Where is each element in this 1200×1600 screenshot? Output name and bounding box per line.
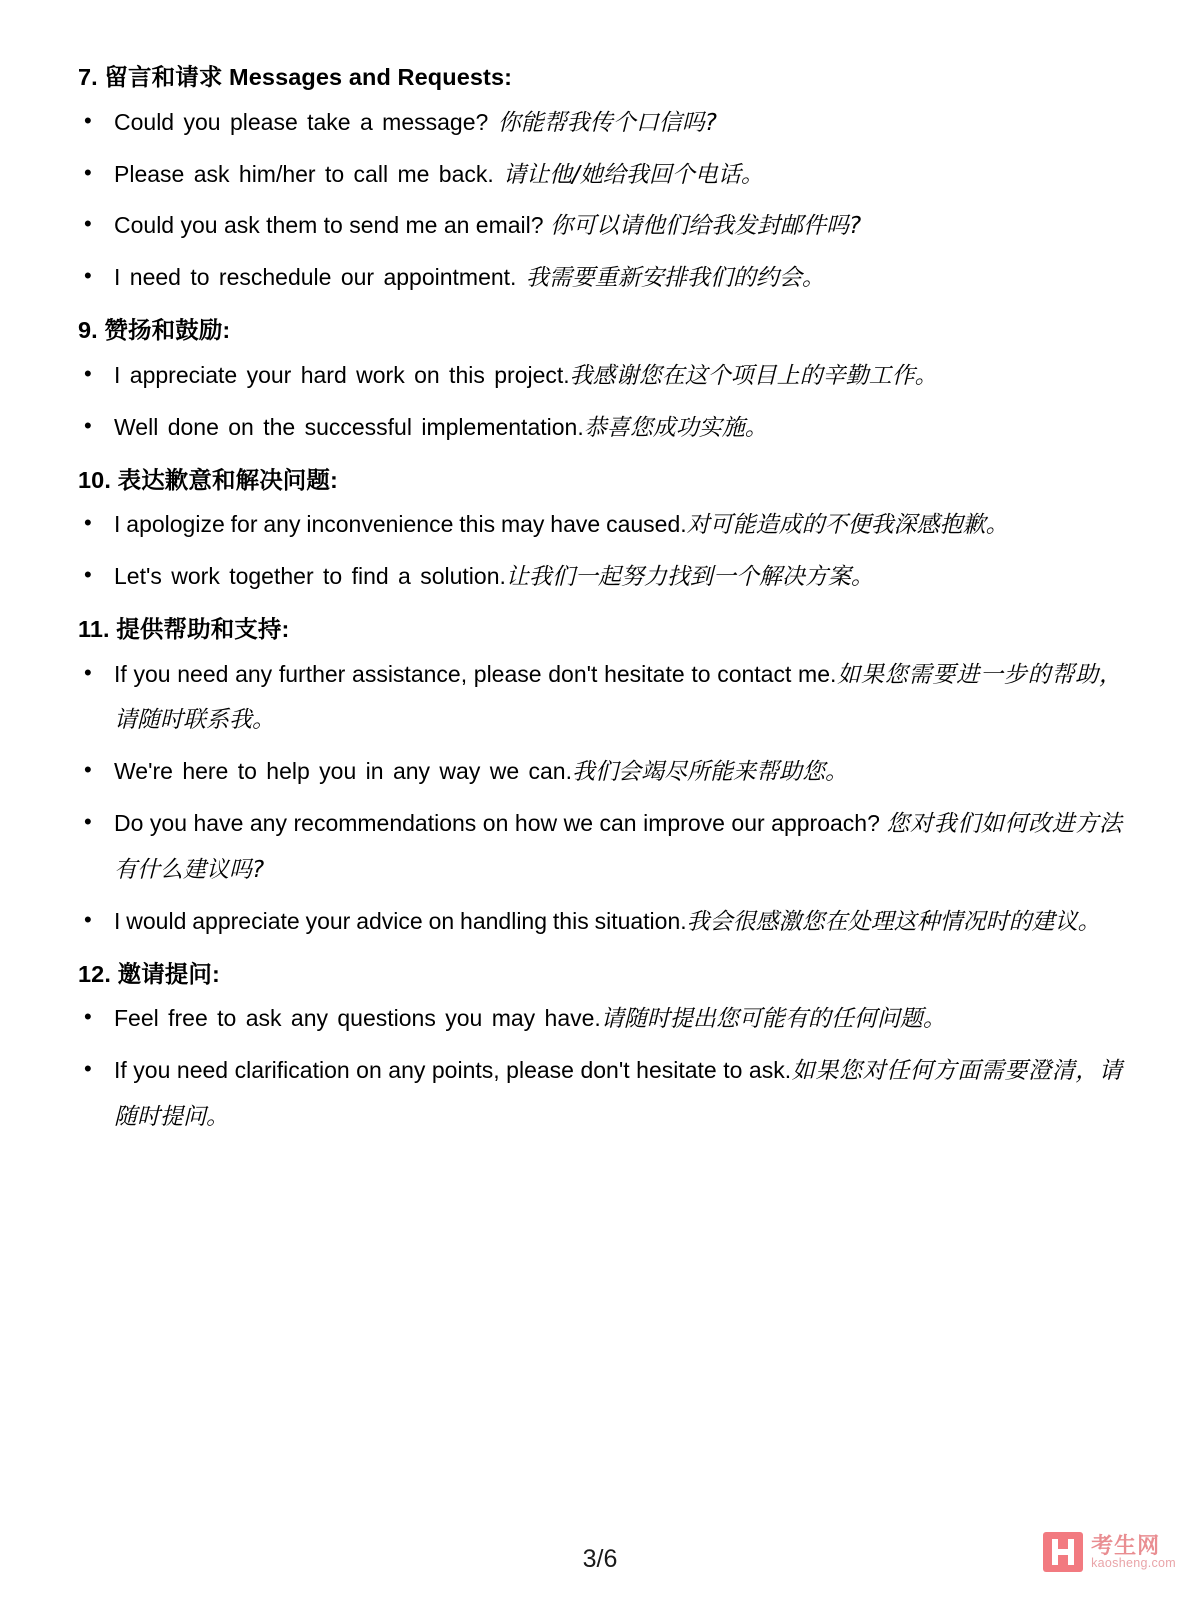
bullet-marker: • xyxy=(84,360,92,386)
list-item-chinese: 让我们一起努力找到一个解决方案。 xyxy=(505,564,874,591)
bullet-marker: • xyxy=(84,211,92,237)
list-item-text xyxy=(114,749,1122,795)
watermark-text xyxy=(1091,1534,1176,1570)
list-item-english: I need to reschedule our appointment. xyxy=(114,264,526,291)
list-item xyxy=(78,405,1122,451)
section-heading: 12. 邀请提问: xyxy=(78,960,220,987)
bullet-marker: • xyxy=(84,906,92,932)
bullet-marker: • xyxy=(84,1004,92,1030)
list-item xyxy=(78,749,1122,795)
list-item-text xyxy=(114,203,1122,249)
list-item-english: Could you please take a message? xyxy=(114,108,498,135)
bullet-marker: • xyxy=(84,159,92,185)
bullet-marker: • xyxy=(84,757,92,783)
bullet-marker: • xyxy=(84,659,92,685)
list-item-chinese: 你能帮我传个口信吗? xyxy=(497,109,717,136)
list-item-chinese: 我感谢您在这个项目上的辛勤工作。 xyxy=(569,362,938,389)
list-item-english: Feel free to ask any questions you may have. xyxy=(114,1005,601,1032)
list-item-english: Do you have any recommendations on how we can improve our approach? xyxy=(114,810,887,837)
list-item-english: I would appreciate your advice on handling this situation. xyxy=(114,907,687,934)
list-item-text xyxy=(114,255,1122,301)
list-item-text xyxy=(114,554,1122,600)
list-item-text xyxy=(114,405,1122,451)
list-item-text xyxy=(114,996,1122,1042)
list-item-english: I apologize for any inconvenience this may have caused. xyxy=(114,511,687,538)
list-item-english: If you need any further assistance, please don't hesitate to contact me. xyxy=(114,660,837,687)
list-item-english: Please ask him/her to call me back. xyxy=(114,160,504,187)
list-item-chinese: 我会很感激您在处理这种情况时的建议。 xyxy=(686,908,1101,935)
list-item-chinese: 对可能造成的不便我深感抱歉。 xyxy=(686,512,1009,539)
watermark xyxy=(1043,1532,1176,1572)
list-item-chinese: 请随时提出您可能有的任何问题。 xyxy=(600,1006,946,1033)
list-item-english: Could you ask them to send me an email? xyxy=(114,212,550,239)
page-number: 3/6 xyxy=(582,1545,618,1573)
list-item xyxy=(78,801,1122,893)
list-item xyxy=(78,899,1122,945)
list-item xyxy=(78,255,1122,301)
section-heading: 7. 留言和请求 Messages and Requests: xyxy=(78,64,513,90)
list-item-text xyxy=(114,100,1122,146)
bullet-marker: • xyxy=(84,263,92,289)
list-item xyxy=(78,502,1122,548)
list-item xyxy=(78,1048,1122,1140)
list-item-english: I appreciate your hard work on this project. xyxy=(114,361,570,388)
list-item-chinese: 如果您需要进一步的帮助，请随时联系我。 xyxy=(114,661,1123,734)
list-item-english: Let's work together to find a solution. xyxy=(114,563,506,590)
watermark-logo-icon xyxy=(1043,1532,1083,1572)
section-heading: 11. 提供帮助和支持: xyxy=(78,615,290,642)
list-item-english: Well done on the successful implementation. xyxy=(114,413,584,440)
bullet-marker: • xyxy=(84,107,92,133)
bullet-marker: • xyxy=(84,1056,92,1082)
bullet-marker: • xyxy=(84,510,92,536)
list-item xyxy=(78,554,1122,600)
list-item xyxy=(78,203,1122,249)
list-item-text xyxy=(114,899,1122,945)
list-item-chinese: 你可以请他们给我发封邮件吗? xyxy=(549,213,862,240)
list-item-chinese: 恭喜您成功实施。 xyxy=(583,414,768,441)
list-item-text xyxy=(114,1048,1122,1140)
list-item xyxy=(78,652,1122,744)
bullet-marker: • xyxy=(84,412,92,438)
list-item-text xyxy=(114,502,1122,548)
list-item-chinese: 如果您对任何方面需要澄清，请随时提问。 xyxy=(114,1058,1122,1131)
list-item-text xyxy=(114,353,1122,399)
list-item-english: If you need clarification on any points, please don't hesitate to ask. xyxy=(114,1057,792,1084)
list-item-chinese: 我需要重新安排我们的约会。 xyxy=(525,265,825,292)
watermark-title: 考生网 xyxy=(1091,1532,1161,1558)
list-item-chinese: 请让他/她给我回个电话。 xyxy=(503,161,764,188)
list-item-chinese: 您对我们如何改进方法有什么建议吗? xyxy=(114,811,1122,883)
section-heading: 10. 表达歉意和解决问题: xyxy=(78,466,338,493)
list-item-chinese: 我们会竭尽所能来帮助您。 xyxy=(571,759,848,786)
list-item-text xyxy=(114,801,1122,893)
list-item xyxy=(78,996,1122,1042)
bullet-marker: • xyxy=(84,562,92,588)
list-item xyxy=(78,353,1122,399)
watermark-subtitle: kaosheng.com xyxy=(1091,1555,1176,1570)
list-item-text xyxy=(114,152,1122,198)
list-item-text xyxy=(114,652,1122,744)
list-item xyxy=(78,100,1122,146)
bullet-marker: • xyxy=(84,809,92,835)
section-heading: 9. 赞扬和鼓励: xyxy=(78,317,231,344)
list-item xyxy=(78,152,1122,198)
list-item-english: We're here to help you in any way we can. xyxy=(114,758,572,785)
